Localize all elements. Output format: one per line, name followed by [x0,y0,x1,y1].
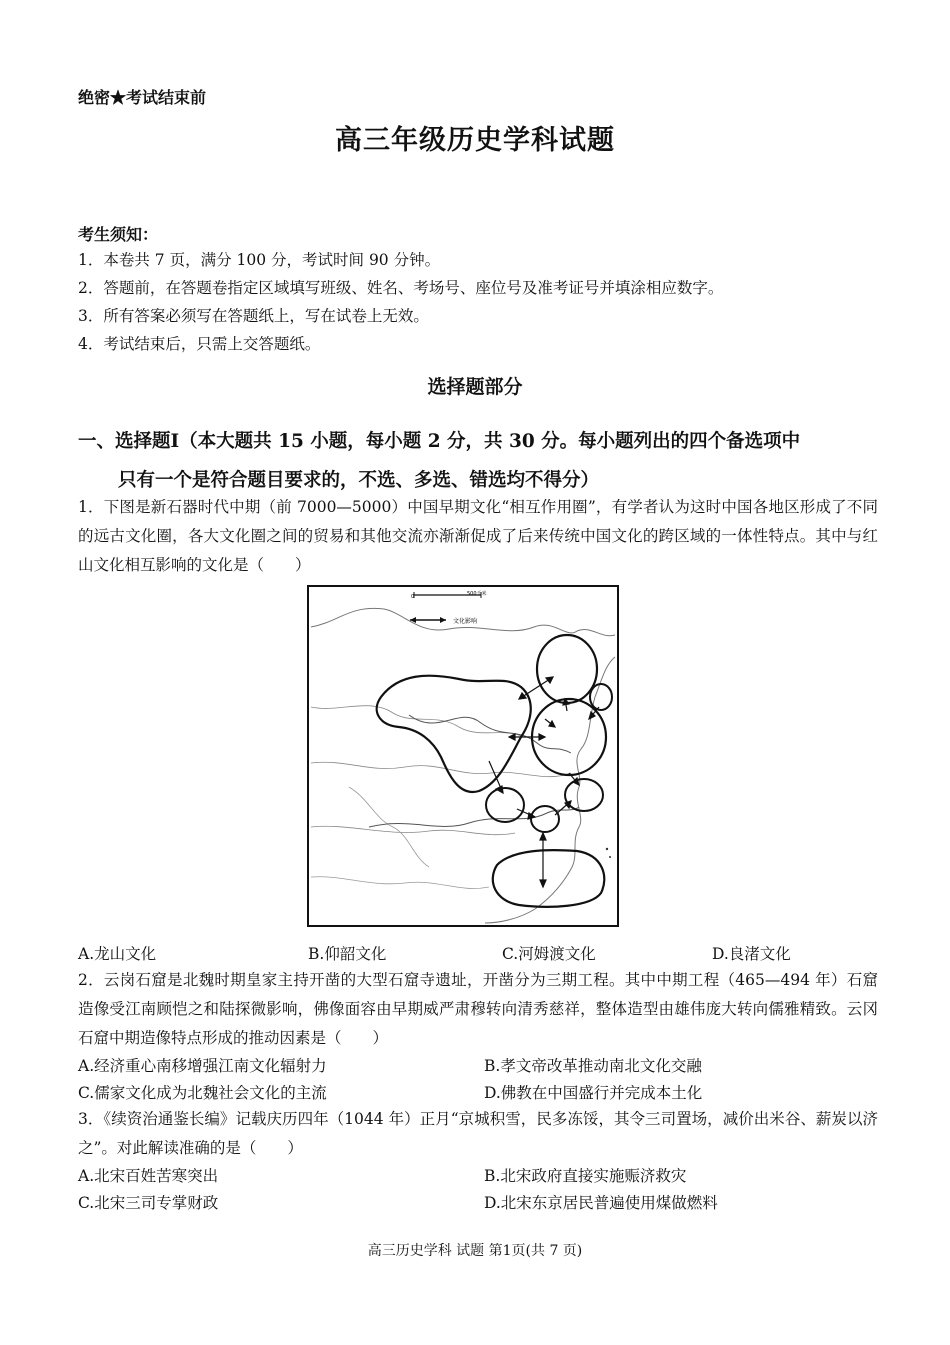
q1-option-c: C.河姆渡文化 [502,945,596,963]
part-heading-continued: 只有一个是符合题目要求的，不选、多选、错选均不得分） [118,470,600,491]
notice-heading: 考生须知： [78,225,159,244]
part-heading: 一、选择题Ⅰ（本大题共 15 小题，每小题 2 分，共 30 分。每小题列出的四个备选项中 [78,431,801,452]
page-title: 高三年级历史学科试题 [335,125,615,156]
question-3-stem: 3．《续资治通鉴长编》记载庆历四年（1044 年）正月“京城积雪，民多冻馁，其令三司置场，减价出米谷、薪炭以济之”。对此解读准确的是（ ） [78,1110,878,1157]
q1-option-d: D.良渚文化 [712,945,791,963]
q2-option-c: C.儒家文化成为北魏社会文化的主流 [78,1084,327,1102]
question-1-stem: 1．下图是新石器时代中期（前 7000—5000）中国早期文化“相互作用圈”，有学者认为这时中国各地区形成了不同的远古文化圈，各大文化圈之间的贸易和其他交流亦渐渐促成了后来传统中国文化的跨区域的一体性特点。其中与红山文化相互影响的文化是（ ） [78,498,878,574]
culture-map [307,585,619,927]
notice-item: 3．所有答案必须写在答题纸上，写在试卷上无效。 [78,307,429,325]
q1-option-b: B.仰韶文化 [308,945,387,963]
q3-option-a: A.北宋百姓苦寒突出 [78,1167,219,1185]
notice-item: 1．本卷共 7 页，满分 100 分，考试时间 90 分钟。 [78,251,441,269]
q3-option-c: C.北宋三司专掌财政 [78,1194,219,1212]
page-footer: 高三历史学科 试题 第1页(共 7 页) [367,1243,583,1259]
notice-item: 4．考试结束后，只需上交答题纸。 [78,335,321,353]
q2-option-a: A.经济重心南移增强江南文化辐射力 [78,1057,327,1075]
q3-option-b: B.北宋政府直接实施赈济救灾 [484,1167,687,1185]
legend-label: 文化影响 [453,618,478,625]
scale-end-label: 500千米 [467,591,487,597]
confidential-mark: 绝密★考试结束前 [78,88,207,107]
question-2-stem: 2．云岗石窟是北魏时期皇家主持开凿的大型石窟寺遗址，开凿分为三期工程。其中中期工程（465—494 年）石窟造像受江南顾恺之和陆探微影响，佛像面容由早期威严肃穆转向清秀慈祥，整体造型由雄伟庞大转向儒雅精致。云冈石窟中期造像特点形成的推动因素是（ ） [78,971,878,1047]
section-title: 选择题部分 [427,376,523,398]
q1-option-a: A.龙山文化 [78,945,157,963]
q2-option-d: D.佛教在中国盛行并完成本土化 [484,1084,703,1102]
notice-item: 2．答题前，在答题卷指定区域填写班级、姓名、考场号、座位号及准考证号并填涂相应数字。 [78,279,724,297]
q2-option-b: B.孝文帝改革推动南北文化交融 [484,1057,702,1075]
q3-option-d: D.北宋东京居民普遍使用煤做燃料 [484,1194,718,1212]
scale-start-label: 0 [411,594,415,600]
